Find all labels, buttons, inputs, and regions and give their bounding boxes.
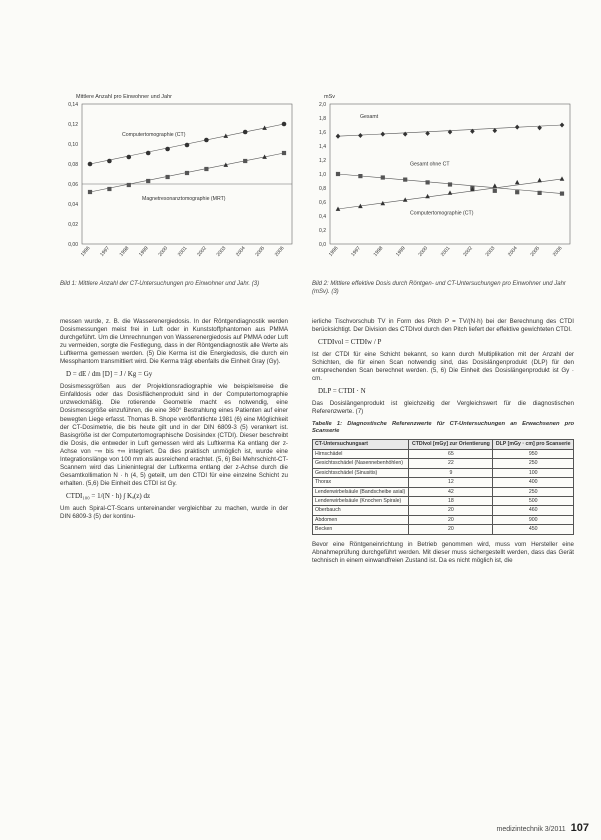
table-header: DLP [mGy · cm] pro Scanserie (493, 440, 574, 449)
data-point (560, 192, 564, 196)
y-tick-label: 1,6 (319, 130, 326, 136)
table-cell: 450 (493, 525, 574, 534)
table-cell: Becken (313, 525, 409, 534)
table-cell: 65 (409, 449, 493, 458)
data-point (448, 190, 453, 194)
table-cell: 250 (493, 487, 574, 496)
x-tick-label: 2002 (196, 245, 208, 258)
table-cell: 950 (493, 449, 574, 458)
paragraph: Dosismessgrößen aus der Projektionsradiographie wie beispielsweise die Einfalldosis oder das Dosisflächenprodukt sind in der Computertomographie unzweckmäßig. Die rotierende Geometrie macht es notwendig, eine Dosismessgröße einzuführen, die eine 360° Bestrahlung eines Patienten auf einer bewegten Liege erfasst. Thomas B. Shope veröffentlichte 1981 (6) eine Möglichkeit der CT-Dosimetrie, die bis heute gilt und in der DIN 6809-3 (5) verankert ist. Basisgröße ist der Computertomographische Dosisindex (CTDI). Dieser beschreibt die Dosis, die entweder in Luft gemessen wird als Luftkerma Ka entlang der z-Achse von −∞ bis +∞ integriert. Da dies praktisch unmöglich ist, wurde eine Integrationslänge von 100 mm als ausreichend erachtet. (5, 6) Bei Mehrschicht-CT-Scannern wird das Linienintegral der Luftkerma entlang der z-Achse durch die Gesamtkollimation N · h (4, 5) geteilt, um den CTDI für eine einzelne Schicht zu erhalten. (5,6) Die Einheit des CTDI ist Gy. (60, 383, 289, 487)
x-tick-label: 2003 (484, 245, 497, 258)
table-row (313, 525, 574, 534)
series-label: Magnetresonanztomographie (MRT) (142, 196, 226, 202)
paragraph: Das Dosislängenprodukt ist gleichzeitig der Vergleichswert für die diagnostischen Referenzwerte. (7) (312, 400, 574, 416)
table-cell: Gesichtsschädel (Nasennebenhöhlen) (313, 459, 409, 468)
data-point (127, 183, 131, 187)
plot-frame (330, 104, 570, 244)
data-point (166, 175, 170, 179)
data-point (515, 190, 519, 194)
data-point (403, 178, 407, 182)
y-tick-label: 0,10 (68, 142, 78, 148)
paragraph: Ist der CTDI für eine Schicht bekannt, so kann durch Multiplikation mit der Anzahl der Schichten, die für einen Scan notwendig sind, das Dosislängenprodukt (DLP) für den entsprechenden Scan berechnet werden. (5, 6) Die Einheit des Dosislängenprodukt ist Gy · cm. (312, 351, 574, 383)
table-row (313, 478, 574, 487)
table-cell: Gesichtsschädel (Sinusitis) (313, 468, 409, 477)
y-tick-label: 1,0 (319, 172, 326, 178)
data-point (358, 174, 362, 178)
table-row (313, 515, 574, 524)
data-point (88, 190, 92, 194)
page-footer (497, 822, 589, 834)
paragraph: Bevor eine Röntgeneinrichtung in Betrieb genommen wird, muss vom Hersteller eine Abnahmeprüfung durchgeführt werden. Mit dieser muss sichergestellt werden, dass das Gerät technisch in einem einwandfreien Zustand ist. Da es nicht möglich ist, die (312, 540, 574, 564)
x-tick-label: 2006 (273, 245, 286, 258)
chart-effective-dose (308, 88, 578, 278)
formula-energy-dose: D = dE / dm [D] = J / Kg = Gy (66, 370, 153, 379)
table-row (313, 468, 574, 477)
y-tick-label: 1,4 (319, 144, 326, 150)
x-tick-label: 1999 (394, 245, 407, 258)
table-cell: 20 (409, 506, 493, 515)
left-column (60, 318, 288, 524)
x-tick-label: 1996 (327, 245, 340, 258)
y-axis-label: mSv (324, 94, 335, 100)
data-point (243, 159, 247, 163)
table-cell: 900 (493, 515, 574, 524)
table-cell: 9 (409, 468, 493, 477)
table-cell: Lendenwirbelsäule (Knochen Spirale) (313, 496, 409, 505)
journal-name: medizintechnik 3/2011 (496, 826, 566, 833)
chart-ct-count (60, 88, 300, 278)
data-point (204, 138, 209, 143)
data-point (107, 159, 112, 164)
y-tick-label: 0,06 (68, 182, 78, 188)
y-tick-label: 0,2 (319, 228, 326, 234)
series-label: Gesamt (360, 114, 379, 120)
data-point (185, 171, 189, 175)
data-point (165, 147, 170, 152)
data-point (223, 162, 228, 166)
data-point (146, 151, 151, 156)
table-cell: 400 (493, 478, 574, 487)
data-point (448, 182, 452, 186)
table-cell: 12 (409, 478, 493, 487)
data-point (515, 180, 520, 184)
figure-2 (308, 88, 578, 278)
table-cell: Hirnschädel (313, 449, 409, 458)
x-tick-label: 2003 (215, 245, 228, 258)
x-tick-label: 2005 (529, 245, 542, 258)
x-tick-label: 1999 (137, 245, 150, 258)
data-point (126, 155, 131, 160)
data-point (380, 132, 385, 137)
x-tick-label: 2001 (439, 245, 452, 258)
figure-2-caption: Bild 2: Mittlere effektive Dosis durch Röntgen- und CT-Untersuchungen pro Einwohner und Jahr (mSv). (3) (312, 281, 566, 295)
table-cell: 20 (409, 515, 493, 524)
y-tick-label: 0,04 (68, 202, 78, 208)
data-point (243, 130, 248, 135)
figure-1 (60, 88, 300, 278)
x-tick-label: 1998 (372, 245, 385, 258)
formula-dlp: DLP = CTDI · N (318, 387, 366, 396)
data-point (492, 183, 497, 187)
y-tick-label: 0,8 (319, 186, 326, 192)
table-cell: 250 (493, 459, 574, 468)
table-header: CT-Untersuchungsart (313, 440, 409, 449)
data-point (538, 191, 542, 195)
y-axis-label: Mittlere Anzahl pro Einwohner und Jahr (76, 94, 172, 100)
table-cell: Oberbauch (313, 506, 409, 515)
y-tick-label: 0,12 (68, 122, 78, 128)
y-tick-label: 1,2 (319, 158, 326, 164)
table-row (313, 506, 574, 515)
y-tick-label: 0,00 (68, 242, 78, 248)
data-point (493, 189, 497, 193)
data-point (146, 179, 150, 183)
x-tick-label: 2001 (176, 245, 189, 258)
x-tick-label: 2000 (157, 245, 170, 258)
data-point (282, 122, 287, 127)
table-row (313, 496, 574, 505)
formula-ctdivol: CTDIvol = CTDIw / P (318, 338, 382, 347)
x-tick-label: 2000 (417, 245, 430, 258)
table-cell: 20 (409, 525, 493, 534)
table-cell: 100 (493, 468, 574, 477)
series-label: Computertomographie (CT) (122, 132, 186, 138)
data-point (336, 134, 341, 139)
table-cell: 22 (409, 459, 493, 468)
x-tick-label: 1997 (99, 245, 111, 258)
y-tick-label: 1,8 (319, 116, 326, 122)
data-point (403, 132, 408, 137)
table-row (313, 487, 574, 496)
reference-values-table (312, 439, 574, 534)
data-point (515, 125, 520, 130)
data-point (425, 194, 430, 198)
data-point (560, 122, 565, 127)
y-tick-label: 0,4 (319, 214, 326, 220)
figure-1-caption: Bild 1: Mittlere Anzahl der CT-Untersuchungen pro Einwohner und Jahr. (3) (60, 281, 260, 287)
data-point (358, 133, 363, 138)
data-point (492, 128, 497, 133)
data-point (560, 176, 565, 180)
y-tick-label: 0,14 (68, 102, 78, 108)
paragraph: messen wurde, z. B. die Wasserenergiedosis. In der Röntgendiagnostik werden Dosismessungen meist frei in Luft oder in Kunststoffphantomen aus PMMA durchgeführt. Um die Umrechnungen von Wasserenergiedosis auf PMMA oder Luft zu vermeiden, sorgte die Festlegung, dass in der Röntgendiagnostik alle Werte als Luftkerma gemessen werden. (5) Die Kerma ist die Energiedosis, die durch ein Messphantom transmittiert wird. Die Kerma trägt ebenfalls die Einheit Gray (Gy). (60, 318, 288, 366)
y-tick-label: 0,0 (319, 242, 326, 248)
paragraph: ierliche Tischvorschub TV in Form des Pitch P = TV/(N·h) bei der Berechnung des CTDI berücksichtigt. Der Division des CTDIvol durch den Pitch liefert der effektive gewichteten CTDI. (312, 318, 574, 334)
y-tick-label: 0,08 (68, 162, 78, 168)
x-tick-label: 1997 (350, 245, 362, 258)
data-point (537, 178, 542, 182)
series-label: Gesamt ohne CT (410, 161, 450, 168)
x-tick-label: 1996 (79, 245, 92, 258)
table-cell: 500 (493, 496, 574, 505)
table-cell: 18 (409, 496, 493, 505)
table-caption: Tabelle 1: Diagnostische Referenzwerte für CT-Untersuchungen an Erwachsenen pro Scanserie (312, 421, 574, 435)
y-tick-label: 2,0 (319, 102, 326, 108)
x-tick-label: 2005 (254, 245, 267, 258)
table-row (313, 459, 574, 468)
data-point (426, 180, 430, 184)
x-tick-label: 2006 (551, 245, 564, 258)
data-point (185, 143, 190, 148)
data-point (88, 162, 93, 167)
data-point (381, 175, 385, 179)
page-number: 107 (570, 822, 589, 834)
data-point (107, 187, 111, 191)
x-tick-label: 2004 (506, 245, 519, 258)
data-point (204, 167, 208, 171)
y-tick-label: 0,02 (68, 222, 78, 228)
y-tick-label: 0,6 (319, 200, 326, 206)
table-cell: Abdomen (313, 515, 409, 524)
table-cell: 460 (493, 506, 574, 515)
table-row (313, 449, 574, 458)
formula-ctdi100: CTDI₁₀₀ = 1/(N · h) ∫ Kₐ(z) dz (66, 491, 151, 500)
table-cell: 42 (409, 487, 493, 496)
data-point (336, 172, 340, 176)
x-tick-label: 1998 (118, 245, 131, 258)
paragraph: Um auch Spiral-CT-Scans untereinander vergleichbar zu machen, wurde in der DIN 6809-3 (5) der kontinu- (60, 504, 288, 521)
data-point (282, 151, 286, 155)
table-cell: Lendenwirbelsäule (Bandscheibe axial) (313, 487, 409, 496)
x-tick-label: 2002 (462, 245, 474, 258)
table-header: CTDIvol [mGy] zur Orientierung (409, 440, 493, 449)
series-label: Computertomographie (CT) (410, 210, 474, 217)
right-column (312, 318, 574, 568)
x-tick-label: 2004 (234, 245, 247, 258)
table-cell: Thorax (313, 478, 409, 487)
